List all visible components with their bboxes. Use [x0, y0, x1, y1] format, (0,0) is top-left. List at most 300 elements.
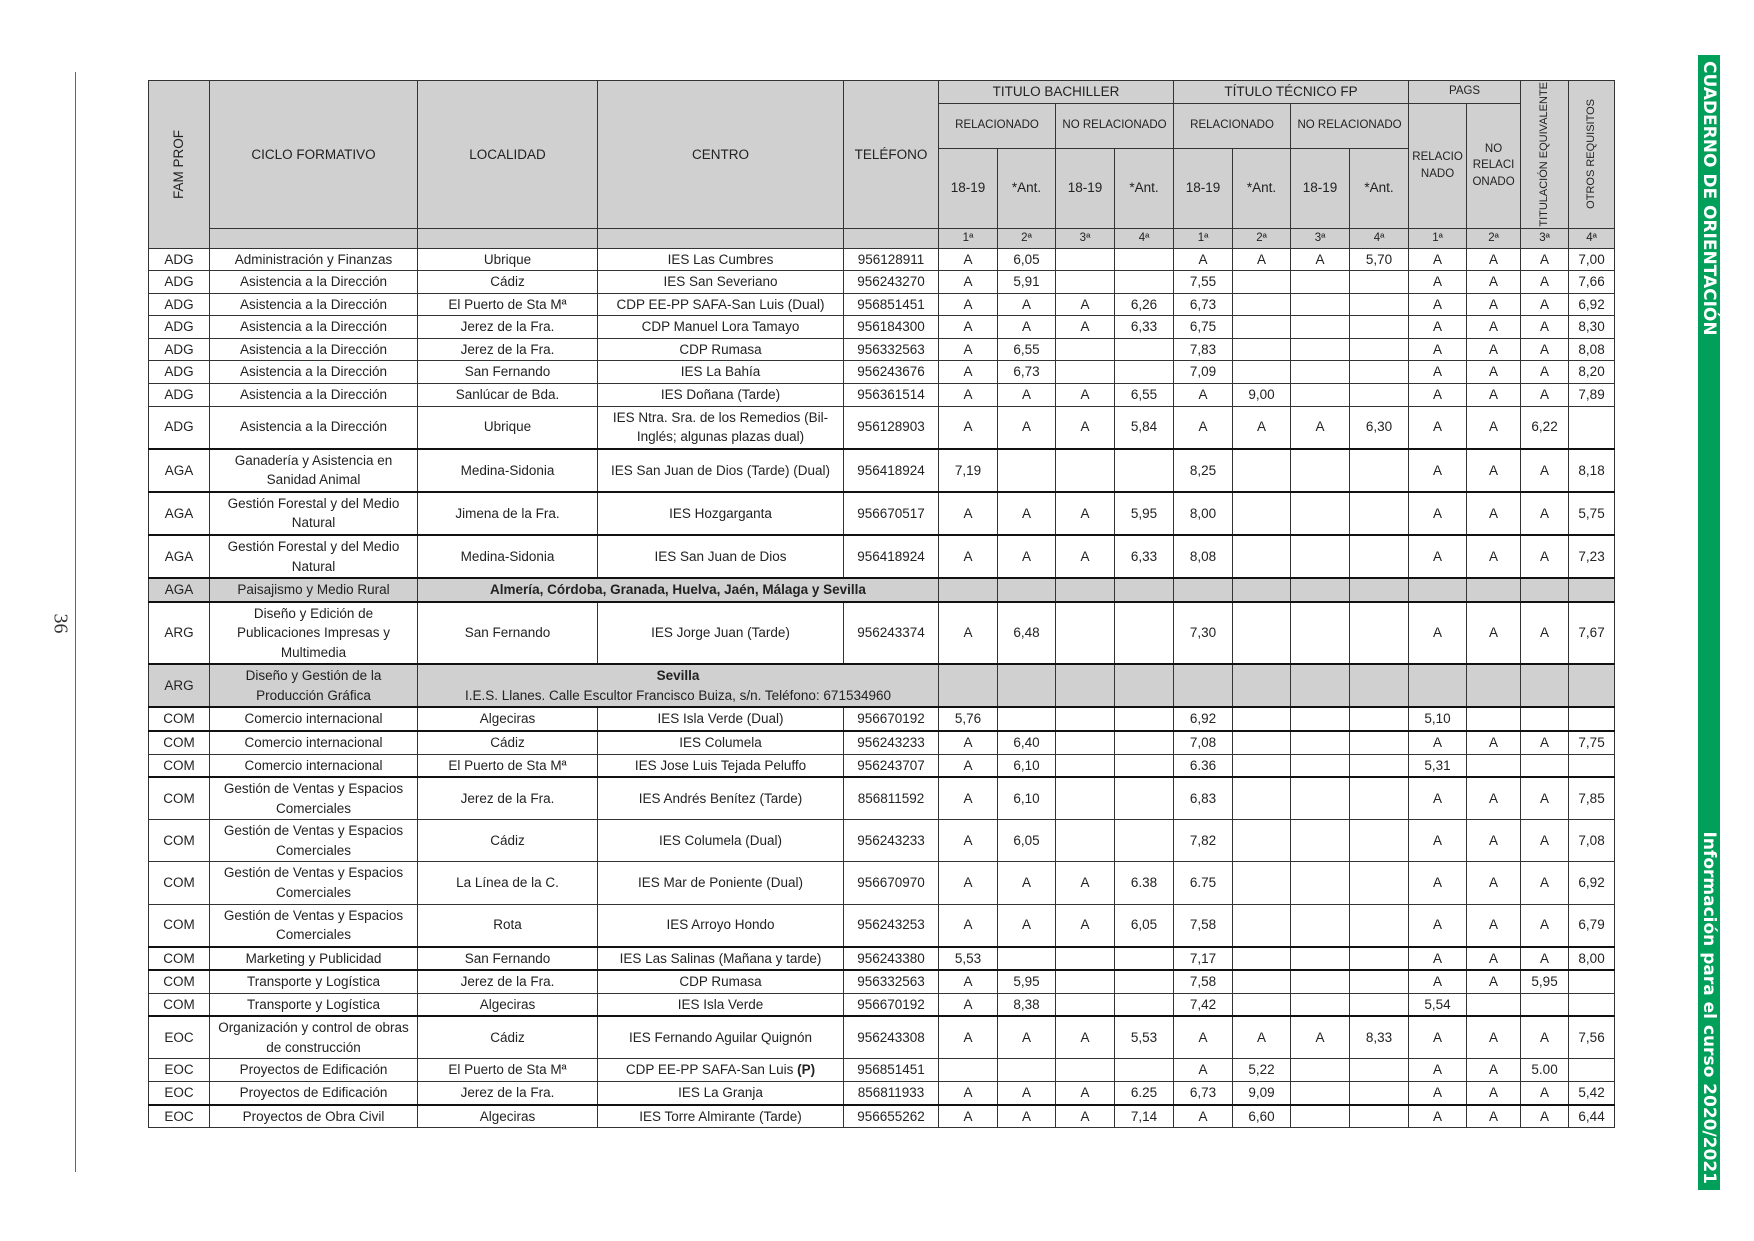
- cell-telefono: 956243308: [844, 1016, 939, 1059]
- cell-tec-rel-1819: 6,73: [1174, 1082, 1233, 1105]
- cell-tec-rel-1819: 7,09: [1174, 361, 1233, 384]
- header-col-1819: 18-19: [939, 148, 998, 228]
- cell-bach-rel-1819: A: [939, 271, 998, 294]
- cell-tec-norel-ant: [1350, 731, 1409, 754]
- cell-telefono: 956332563: [844, 338, 939, 361]
- table-row: [149, 1016, 1615, 1059]
- cell-ciclo: Comercio internacional: [210, 731, 418, 754]
- cell-bach-norel-1819: [1056, 271, 1115, 294]
- cell-bach-rel-1819: A: [939, 777, 998, 820]
- cell-bach-norel-ant: 5,53: [1115, 1016, 1174, 1059]
- cell-localidad: Jerez de la Fra.: [418, 338, 598, 361]
- cell-tec-rel-ant: [1233, 947, 1291, 971]
- cell-bach-rel-ant: 6,40: [998, 731, 1056, 754]
- cell-tec-rel-1819: 7,55: [1174, 271, 1233, 294]
- cell-fam-prof: ADG: [149, 248, 210, 271]
- cell-tec-rel-1819: 7,58: [1174, 904, 1233, 947]
- cell-ciclo: Gestión de Ventas y Espacios Comerciales: [210, 862, 418, 904]
- cell-bach-rel-ant: A: [998, 535, 1056, 578]
- cell-bach-norel-ant: 6.25: [1115, 1082, 1174, 1105]
- cell-tec-rel-1819: 6,73: [1174, 293, 1233, 316]
- cell-centro: CDP Rumasa: [598, 970, 844, 993]
- cell-titulacion-eq: A: [1521, 731, 1569, 754]
- cell-telefono: 956670192: [844, 993, 939, 1016]
- cell-tec-norel-1819: [1291, 316, 1350, 339]
- cell-localidad: Sanlúcar de Bda.: [418, 384, 598, 407]
- cell-note-location: Sevilla: [656, 668, 700, 684]
- centro-suffix: (P): [793, 1062, 816, 1078]
- cell-bach-norel-1819: A: [1056, 862, 1115, 904]
- cell-tec-norel-ant: [1350, 754, 1409, 777]
- cell-localidad: Cádiz: [418, 271, 598, 294]
- cell-tec-rel-ant: [1233, 754, 1291, 777]
- cell-bach-norel-1819: [1056, 602, 1115, 665]
- cell-fam-prof: COM: [149, 970, 210, 993]
- header-col-ant: *Ant.: [1233, 148, 1291, 228]
- cell-tec-norel-1819: [1291, 731, 1350, 754]
- cell-tec-rel-ant: [1233, 492, 1291, 535]
- cell-pags-rel: A: [1409, 862, 1467, 904]
- cell-ciclo: Asistencia a la Dirección: [210, 361, 418, 384]
- cell-otros-req: 7,23: [1569, 535, 1615, 578]
- cell-bach-norel-ant: 6,33: [1115, 316, 1174, 339]
- cell-fam-prof: EOC: [149, 1016, 210, 1059]
- cell-otros-req: [1569, 970, 1615, 993]
- cell-bach-norel-ant: [1115, 578, 1174, 602]
- header-bach-relacionado: RELACIONADO: [939, 103, 1056, 148]
- cell-centro: IES San Severiano: [598, 271, 844, 294]
- cell-otros-req: 8,00: [1569, 947, 1615, 971]
- cell-tec-norel-ant: [1350, 707, 1409, 731]
- cell-titulacion-eq: A: [1521, 449, 1569, 492]
- cell-tec-rel-1819: 7,42: [1174, 993, 1233, 1016]
- cell-telefono: 956670970: [844, 862, 939, 904]
- cell-bach-norel-ant: [1115, 271, 1174, 294]
- cell-bach-rel-ant: 6,10: [998, 777, 1056, 820]
- cell-tec-norel-ant: [1350, 664, 1409, 707]
- cell-tec-norel-1819: [1291, 293, 1350, 316]
- table-row: [149, 384, 1615, 407]
- cell-tec-rel-ant: [1233, 271, 1291, 294]
- cell-bach-rel-1819: A: [939, 862, 998, 904]
- cell-tec-norel-1819: [1291, 1105, 1350, 1128]
- cell-ciclo: Asistencia a la Dirección: [210, 338, 418, 361]
- cell-tec-rel-ant: [1233, 293, 1291, 316]
- cell-bach-norel-1819: [1056, 1059, 1115, 1082]
- cell-bach-norel-1819: [1056, 731, 1115, 754]
- cell-pags-rel: A: [1409, 820, 1467, 862]
- cell-tec-rel-1819: [1174, 578, 1233, 602]
- cell-bach-norel-ant: [1115, 947, 1174, 971]
- cell-centro: IES Isla Verde (Dual): [598, 707, 844, 731]
- cell-titulacion-eq: A: [1521, 271, 1569, 294]
- cell-tec-norel-1819: A: [1291, 248, 1350, 271]
- cell-ciclo: Proyectos de Edificación: [210, 1082, 418, 1105]
- cell-titulacion-eq: 5.00: [1521, 1059, 1569, 1082]
- cell-bach-norel-ant: 7,14: [1115, 1105, 1174, 1128]
- cell-titulacion-eq: 5,95: [1521, 970, 1569, 993]
- cell-bach-norel-ant: [1115, 361, 1174, 384]
- cell-pags-rel: A: [1409, 731, 1467, 754]
- header-otros-requisitos: OTROS REQUISITOS: [1569, 81, 1615, 229]
- cell-bach-norel-ant: [1115, 731, 1174, 754]
- cell-tec-rel-1819: 6,92: [1174, 707, 1233, 731]
- cell-otros-req: [1569, 664, 1615, 707]
- cell-pags-rel: A: [1409, 316, 1467, 339]
- cell-pags-norel: A: [1467, 731, 1521, 754]
- cell-otros-req: 7,56: [1569, 1016, 1615, 1059]
- side-banner-text: [1698, 55, 1720, 1190]
- cell-tec-rel-ant: 9,00: [1233, 384, 1291, 407]
- side-banner-course: Información para el curso 2020/2021: [1699, 831, 1719, 1184]
- cell-ciclo: Proyectos de Obra Civil: [210, 1105, 418, 1128]
- cell-localidad: Algeciras: [418, 1105, 598, 1128]
- cell-fam-prof: AGA: [149, 449, 210, 492]
- cell-ciclo: Asistencia a la Dirección: [210, 316, 418, 339]
- cell-tec-norel-ant: [1350, 449, 1409, 492]
- cell-tec-rel-1819: 7,17: [1174, 947, 1233, 971]
- cell-ciclo: Asistencia a la Dirección: [210, 384, 418, 407]
- cell-bach-norel-1819: A: [1056, 1105, 1115, 1128]
- ciclos-table: [148, 80, 1615, 1128]
- cell-centro: IES Arroyo Hondo: [598, 904, 844, 947]
- cell-tec-rel-ant: 6,60: [1233, 1105, 1291, 1128]
- cell-bach-norel-ant: [1115, 664, 1174, 707]
- cell-telefono: 956243233: [844, 731, 939, 754]
- header-col-ant: *Ant.: [1350, 148, 1409, 228]
- cell-tec-norel-1819: [1291, 993, 1350, 1016]
- cell-titulacion-eq: A: [1521, 535, 1569, 578]
- cell-titulacion-eq: A: [1521, 862, 1569, 904]
- cell-pags-norel: A: [1467, 316, 1521, 339]
- cell-pags-norel: [1467, 707, 1521, 731]
- cell-bach-norel-1819: [1056, 248, 1115, 271]
- cell-otros-req: [1569, 406, 1615, 449]
- cell-bach-rel-1819: A: [939, 820, 998, 862]
- cell-pags-norel: A: [1467, 293, 1521, 316]
- cell-pags-norel: A: [1467, 384, 1521, 407]
- cell-centro: IES Jose Luis Tejada Peluffo: [598, 754, 844, 777]
- cell-tec-norel-ant: [1350, 1082, 1409, 1105]
- cell-bach-norel-1819: [1056, 970, 1115, 993]
- cell-bach-norel-1819: A: [1056, 316, 1115, 339]
- cell-bach-rel-ant: A: [998, 1105, 1056, 1128]
- cell-pags-rel: A: [1409, 947, 1467, 971]
- cell-localidad: Jerez de la Fra.: [418, 777, 598, 820]
- header-tec-no-relacionado: NO RELACIONADO: [1291, 103, 1409, 148]
- cell-bach-rel-ant: A: [998, 406, 1056, 449]
- cell-pags-norel: A: [1467, 492, 1521, 535]
- cell-titulacion-eq: [1521, 754, 1569, 777]
- cell-bach-norel-ant: [1115, 754, 1174, 777]
- cell-bach-norel-ant: 6,26: [1115, 293, 1174, 316]
- cell-bach-norel-ant: 5,95: [1115, 492, 1174, 535]
- cell-fam-prof: ADG: [149, 293, 210, 316]
- header-titulo-tecnico: TÍTULO TÉCNICO FP: [1174, 81, 1409, 104]
- cell-pags-rel: A: [1409, 271, 1467, 294]
- cell-ciclo: Comercio internacional: [210, 754, 418, 777]
- cell-localidad: Cádiz: [418, 820, 598, 862]
- cell-bach-rel-1819: 5,53: [939, 947, 998, 971]
- cell-bach-rel-ant: 5,95: [998, 970, 1056, 993]
- cell-bach-norel-1819: [1056, 664, 1115, 707]
- cell-bach-norel-ant: [1115, 777, 1174, 820]
- cell-bach-rel-ant: A: [998, 1082, 1056, 1105]
- cell-otros-req: 5,75: [1569, 492, 1615, 535]
- cell-pags-norel: A: [1467, 1105, 1521, 1128]
- cell-bach-rel-ant: [998, 947, 1056, 971]
- cell-tec-rel-ant: 5,22: [1233, 1059, 1291, 1082]
- header-order-number: 2ª: [1233, 228, 1291, 248]
- cell-centro: IES La Granja: [598, 1082, 844, 1105]
- table-row: [149, 248, 1615, 271]
- cell-bach-rel-ant: 6,48: [998, 602, 1056, 665]
- cell-tec-rel-ant: A: [1233, 1016, 1291, 1059]
- cell-otros-req: [1569, 1059, 1615, 1082]
- cell-ciclo: Transporte y Logística: [210, 970, 418, 993]
- cell-tec-rel-ant: [1233, 535, 1291, 578]
- header-empty-centro: [598, 228, 844, 248]
- cell-otros-req: [1569, 754, 1615, 777]
- cell-bach-rel-ant: A: [998, 293, 1056, 316]
- cell-otros-req: 6,79: [1569, 904, 1615, 947]
- cell-bach-rel-1819: A: [939, 602, 998, 665]
- cell-titulacion-eq: A: [1521, 1016, 1569, 1059]
- cell-tec-rel-ant: [1233, 578, 1291, 602]
- cell-pags-rel: A: [1409, 293, 1467, 316]
- cell-bach-rel-1819: A: [939, 248, 998, 271]
- cell-telefono: 956418924: [844, 449, 939, 492]
- cell-tec-norel-ant: [1350, 293, 1409, 316]
- cell-bach-norel-ant: 6,55: [1115, 384, 1174, 407]
- cell-tec-norel-ant: [1350, 947, 1409, 971]
- cell-bach-rel-ant: 6,73: [998, 361, 1056, 384]
- cell-bach-rel-ant: 6,10: [998, 754, 1056, 777]
- cell-pags-norel: [1467, 578, 1521, 602]
- cell-titulacion-eq: A: [1521, 777, 1569, 820]
- cell-telefono: 956670192: [844, 707, 939, 731]
- cell-telefono: 956128911: [844, 248, 939, 271]
- cell-ciclo: Gestión de Ventas y Espacios Comerciales: [210, 777, 418, 820]
- cell-localidad: Cádiz: [418, 731, 598, 754]
- cell-fam-prof: EOC: [149, 1105, 210, 1128]
- header-order-number: 4ª: [1569, 228, 1615, 248]
- cell-pags-norel: A: [1467, 1059, 1521, 1082]
- cell-pags-norel: A: [1467, 1082, 1521, 1105]
- cell-telefono: 956851451: [844, 1059, 939, 1082]
- cell-bach-rel-ant: 6,05: [998, 248, 1056, 271]
- cell-titulacion-eq: [1521, 664, 1569, 707]
- cell-otros-req: 7,66: [1569, 271, 1615, 294]
- cell-tec-rel-ant: A: [1233, 248, 1291, 271]
- cell-telefono: 956851451: [844, 293, 939, 316]
- cell-tec-rel-1819: 8,08: [1174, 535, 1233, 578]
- cell-telefono: 956655262: [844, 1105, 939, 1128]
- cell-pags-norel: [1467, 993, 1521, 1016]
- cell-bach-norel-1819: [1056, 578, 1115, 602]
- cell-telefono: 956128903: [844, 406, 939, 449]
- cell-bach-rel-1819: A: [939, 993, 998, 1016]
- cell-pags-rel: [1409, 578, 1467, 602]
- cell-bach-norel-ant: [1115, 1059, 1174, 1082]
- cell-localidad: San Fernando: [418, 361, 598, 384]
- cell-localidad: El Puerto de Sta Mª: [418, 754, 598, 777]
- table-row: [149, 777, 1615, 820]
- cell-tec-norel-ant: [1350, 993, 1409, 1016]
- cell-bach-norel-ant: [1115, 248, 1174, 271]
- cell-ciclo: Diseño y Gestión de la Producción Gráfica: [210, 664, 418, 707]
- cell-ciclo: Administración y Finanzas: [210, 248, 418, 271]
- cell-otros-req: 6,92: [1569, 293, 1615, 316]
- cell-pags-rel: [1409, 664, 1467, 707]
- header-col-1819: 18-19: [1056, 148, 1115, 228]
- left-margin-rule: [75, 72, 76, 1172]
- header-localidad: LOCALIDAD: [418, 81, 598, 229]
- cell-centro: IES Isla Verde: [598, 993, 844, 1016]
- cell-telefono: 856811933: [844, 1082, 939, 1105]
- header-order-number: 1ª: [1409, 228, 1467, 248]
- header-centro: CENTRO: [598, 81, 844, 229]
- table-row: [149, 664, 1615, 707]
- cell-bach-rel-ant: A: [998, 492, 1056, 535]
- cell-tec-rel-ant: [1233, 316, 1291, 339]
- cell-pags-rel: A: [1409, 1082, 1467, 1105]
- header-tec-relacionado: RELACIONADO: [1174, 103, 1291, 148]
- header-titulacion-equivalente: TITULACIÓN EQUIVALENTE: [1521, 81, 1569, 229]
- side-banner: [1698, 55, 1720, 1190]
- header-order-number: 3ª: [1056, 228, 1115, 248]
- cell-tec-rel-ant: [1233, 904, 1291, 947]
- cell-localidad: Algeciras: [418, 993, 598, 1016]
- cell-bach-rel-1819: A: [939, 970, 998, 993]
- cell-tec-norel-1819: [1291, 602, 1350, 665]
- cell-tec-rel-1819: 8,25: [1174, 449, 1233, 492]
- cell-fam-prof: COM: [149, 731, 210, 754]
- cell-fam-prof: COM: [149, 820, 210, 862]
- cell-fam-prof: COM: [149, 754, 210, 777]
- cell-bach-rel-ant: [998, 664, 1056, 707]
- header-col-1819: 18-19: [1291, 148, 1350, 228]
- cell-centro: IES Andrés Benítez (Tarde): [598, 777, 844, 820]
- cell-otros-req: 7,67: [1569, 602, 1615, 665]
- header-order-number: 3ª: [1291, 228, 1350, 248]
- cell-pags-rel: A: [1409, 449, 1467, 492]
- cell-bach-norel-1819: A: [1056, 1016, 1115, 1059]
- cell-bach-norel-1819: A: [1056, 293, 1115, 316]
- cell-pags-rel: A: [1409, 1016, 1467, 1059]
- cell-tec-norel-1819: [1291, 904, 1350, 947]
- cell-tec-rel-1819: A: [1174, 1016, 1233, 1059]
- cell-localidad: Medina-Sidonia: [418, 535, 598, 578]
- cell-centro: IES La Bahía: [598, 361, 844, 384]
- cell-fam-prof: COM: [149, 993, 210, 1016]
- cell-bach-norel-1819: A: [1056, 1082, 1115, 1105]
- cell-localidad: Jerez de la Fra.: [418, 1082, 598, 1105]
- cell-tec-norel-1819: [1291, 578, 1350, 602]
- cell-tec-rel-1819: A: [1174, 1059, 1233, 1082]
- cell-tec-norel-1819: A: [1291, 1016, 1350, 1059]
- table-row: [149, 904, 1615, 947]
- cell-titulacion-eq: A: [1521, 947, 1569, 971]
- cell-tec-norel-ant: 6,30: [1350, 406, 1409, 449]
- cell-pags-norel: A: [1467, 947, 1521, 971]
- header-col-ant: *Ant.: [1115, 148, 1174, 228]
- cell-titulacion-eq: A: [1521, 820, 1569, 862]
- cell-tec-rel-1819: 7,82: [1174, 820, 1233, 862]
- cell-titulacion-eq: 6,22: [1521, 406, 1569, 449]
- cell-otros-req: 8,18: [1569, 449, 1615, 492]
- cell-otros-req: 7,00: [1569, 248, 1615, 271]
- cell-tec-rel-ant: [1233, 707, 1291, 731]
- cell-tec-norel-1819: [1291, 777, 1350, 820]
- cell-fam-prof: ADG: [149, 338, 210, 361]
- cell-tec-norel-ant: 5,70: [1350, 248, 1409, 271]
- cell-ciclo: Paisajismo y Medio Rural: [210, 578, 418, 602]
- cell-pags-rel: A: [1409, 970, 1467, 993]
- cell-bach-norel-1819: A: [1056, 406, 1115, 449]
- cell-bach-norel-1819: [1056, 993, 1115, 1016]
- cell-bach-rel-1819: 5,76: [939, 707, 998, 731]
- cell-localidad: La Línea de la C.: [418, 862, 598, 904]
- cell-telefono: 956243676: [844, 361, 939, 384]
- cell-pags-norel: A: [1467, 406, 1521, 449]
- cell-bach-norel-ant: [1115, 820, 1174, 862]
- cell-titulacion-eq: [1521, 578, 1569, 602]
- cell-otros-req: [1569, 993, 1615, 1016]
- cell-fam-prof: ADG: [149, 271, 210, 294]
- cell-fam-prof: ARG: [149, 602, 210, 665]
- cell-fam-prof: COM: [149, 904, 210, 947]
- cell-ciclo: Gestión de Ventas y Espacios Comerciales: [210, 820, 418, 862]
- header-order-number: 3ª: [1521, 228, 1569, 248]
- cell-ciclo: Gestión Forestal y del Medio Natural: [210, 492, 418, 535]
- cell-fam-prof: COM: [149, 947, 210, 971]
- cell-bach-rel-ant: A: [998, 904, 1056, 947]
- cell-localidad: El Puerto de Sta Mª: [418, 293, 598, 316]
- cell-pags-norel: A: [1467, 904, 1521, 947]
- cell-bach-norel-1819: [1056, 947, 1115, 971]
- cell-tec-rel-ant: [1233, 993, 1291, 1016]
- cell-bach-rel-1819: A: [939, 293, 998, 316]
- cell-bach-norel-ant: [1115, 338, 1174, 361]
- cell-tec-rel-ant: [1233, 449, 1291, 492]
- cell-note-address: I.E.S. Llanes. Calle Escultor Francisco Buiza, s/n. Teléfono: 671534960: [465, 687, 891, 703]
- cell-otros-req: 8,20: [1569, 361, 1615, 384]
- cell-bach-rel-ant: 6,05: [998, 820, 1056, 862]
- cell-bach-rel-1819: 7,19: [939, 449, 998, 492]
- cell-tec-norel-1819: [1291, 384, 1350, 407]
- cell-tec-rel-ant: 9,09: [1233, 1082, 1291, 1105]
- table-row: [149, 993, 1615, 1016]
- cell-bach-rel-1819: A: [939, 535, 998, 578]
- header-fam-prof: FAM PROF: [149, 81, 210, 249]
- cell-bach-norel-1819: A: [1056, 384, 1115, 407]
- cell-tec-norel-ant: [1350, 271, 1409, 294]
- table-row: [149, 492, 1615, 535]
- cell-telefono: 956243233: [844, 820, 939, 862]
- cell-tec-rel-1819: 6,83: [1174, 777, 1233, 820]
- cell-telefono: 956243253: [844, 904, 939, 947]
- cell-pags-rel: A: [1409, 248, 1467, 271]
- cell-tec-norel-1819: [1291, 271, 1350, 294]
- cell-bach-rel-1819: A: [939, 1105, 998, 1128]
- table-row: [149, 1105, 1615, 1128]
- cell-bach-norel-ant: [1115, 970, 1174, 993]
- header-pags-no-relacionado: NO RELACI ONADO: [1467, 103, 1521, 228]
- table-row: [149, 406, 1615, 449]
- cell-tec-rel-ant: [1233, 731, 1291, 754]
- cell-tec-rel-ant: [1233, 862, 1291, 904]
